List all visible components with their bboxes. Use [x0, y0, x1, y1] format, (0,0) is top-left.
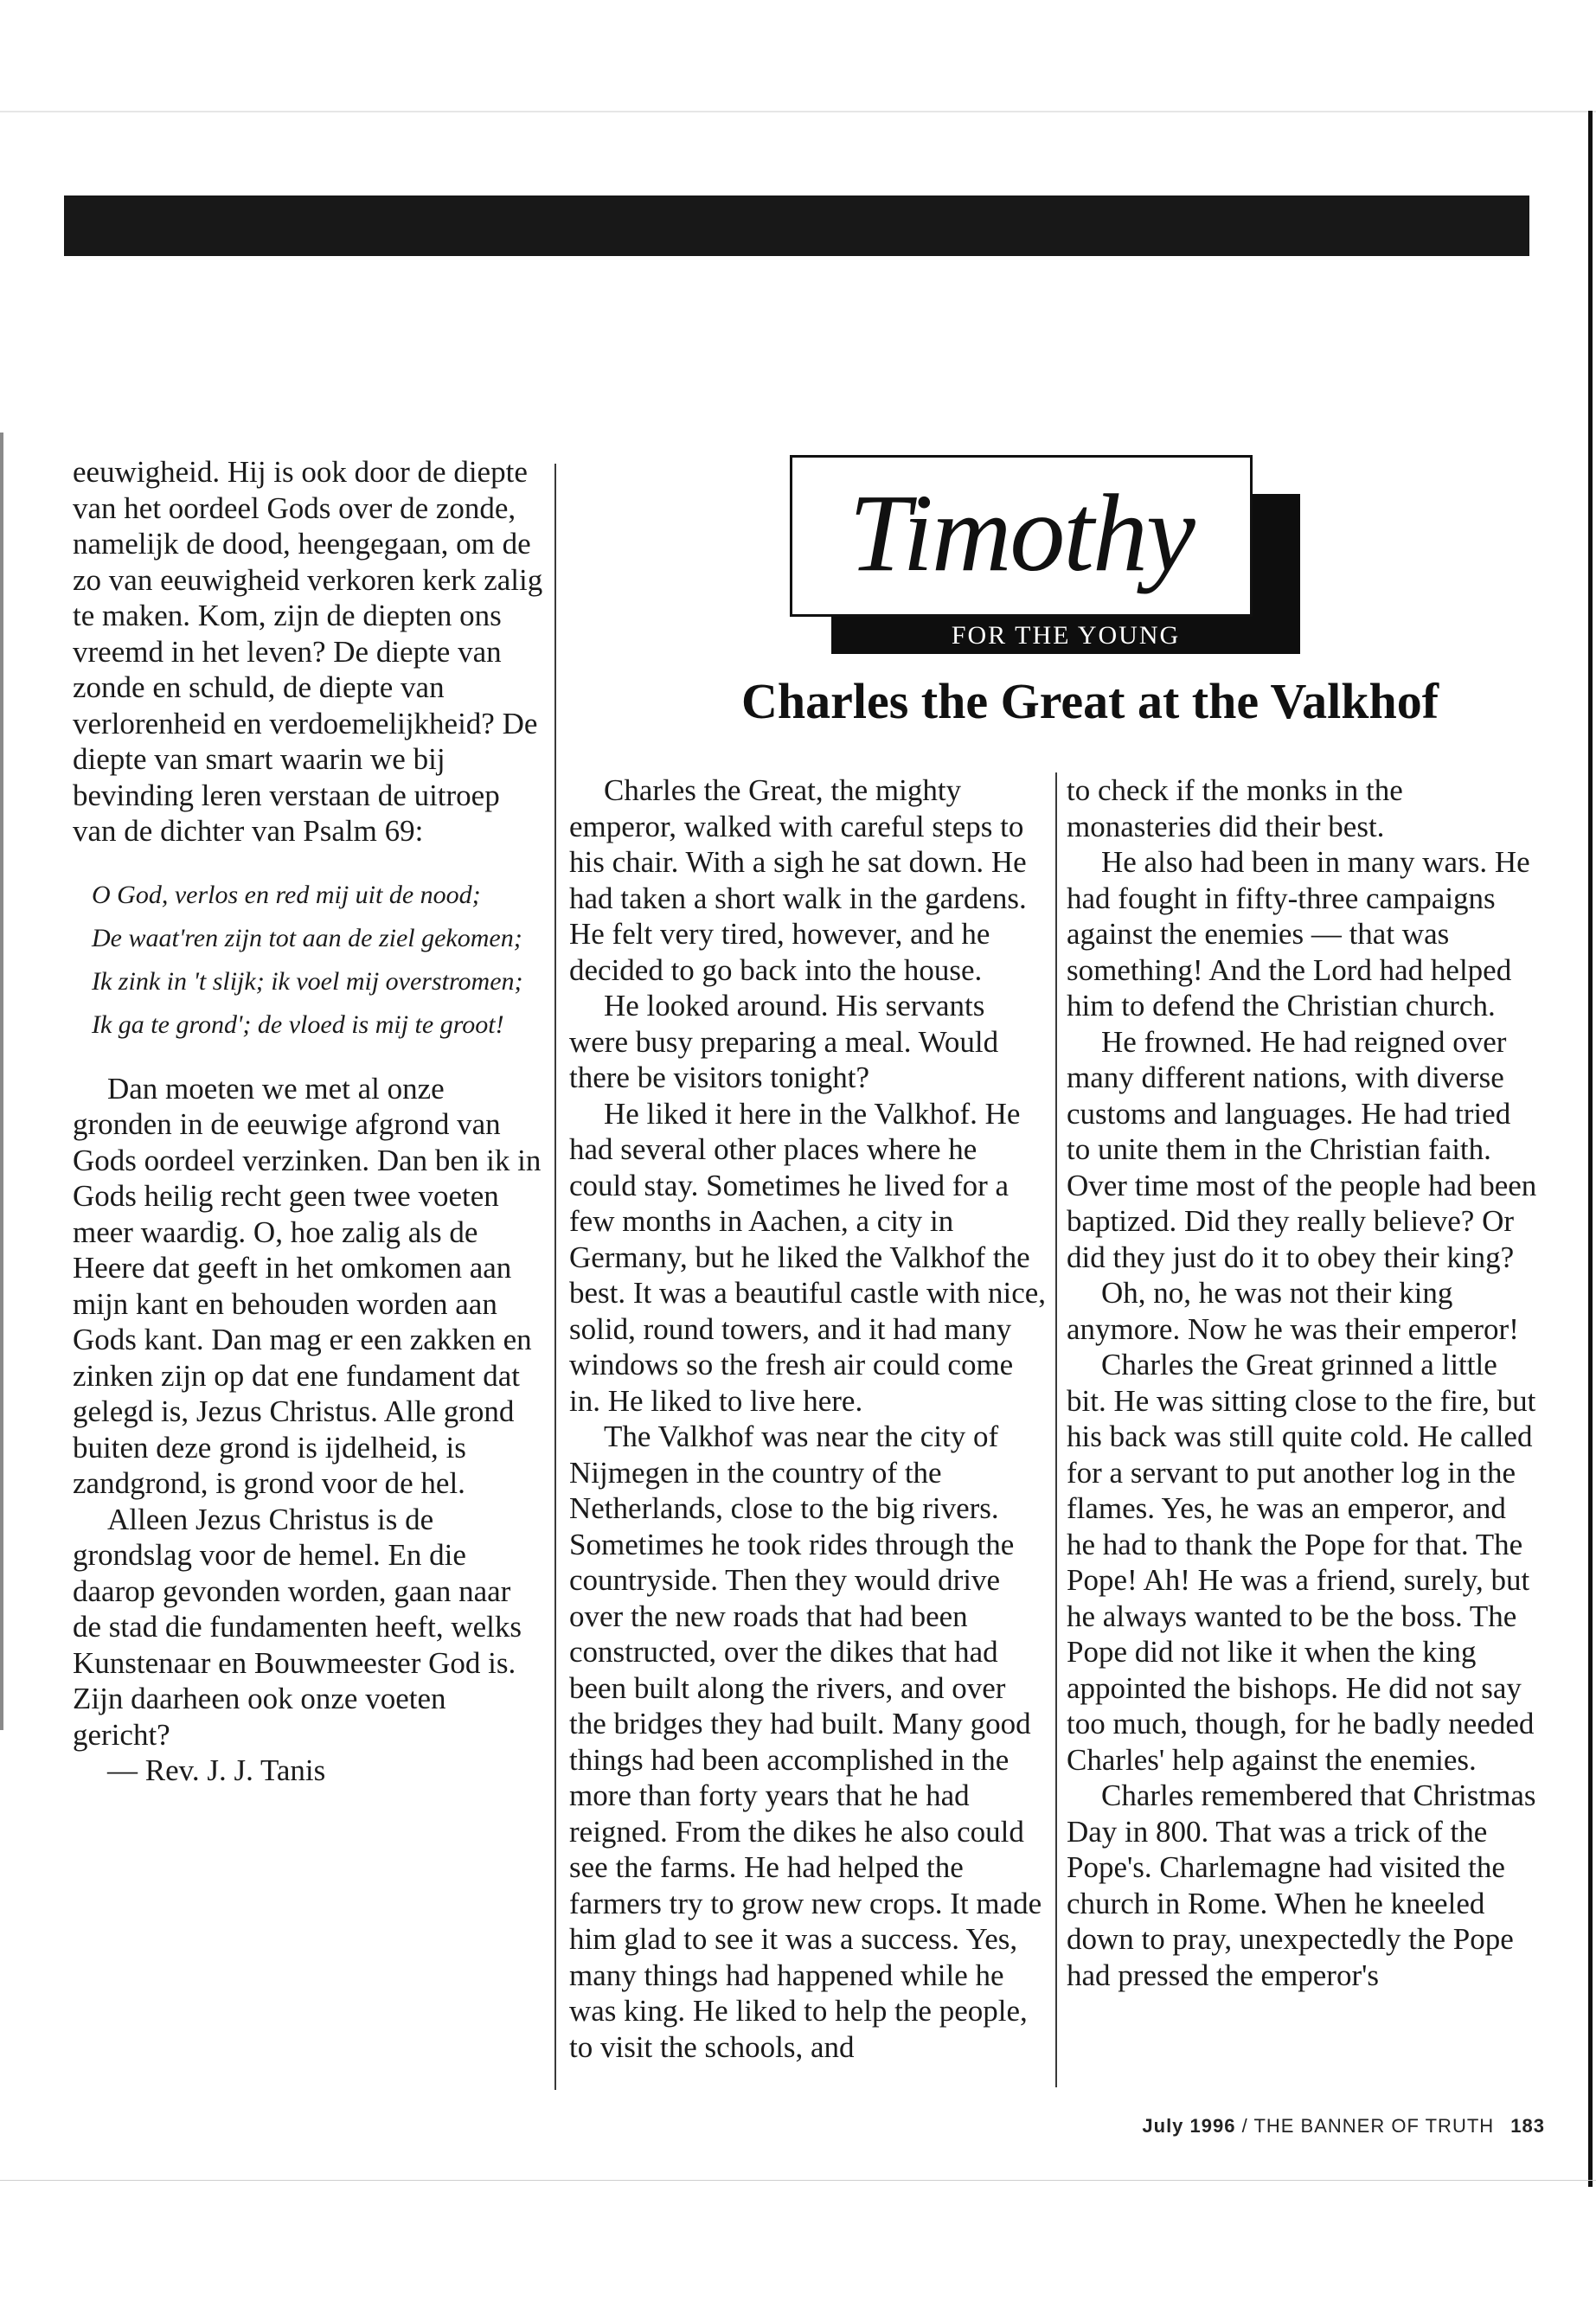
author-signature: — Rev. J. J. Tanis: [107, 1753, 326, 1787]
paragraph: The Valkhof was near the city of Nijmegen in the country of the Netherlands, close to the big rivers. Sometimes he took rides through the countryside. Then they would drive over the new roads that had been constructed, over the dikes that had been built along the rivers, and over the bridges they had built. Many good things had been accomplished in the more than forty years that he had reigned. From the dikes he also could see the farms. He had helped the farmers try to grow new crops. It made him glad to see it was a success. Yes, many things had happened while he was king. He liked to help the people, to visit the schools, and: [569, 1420, 1042, 2064]
paragraph: He frowned. He had reigned over many different nations, with diverse customs and languages. He had tried to unite them in the Christian faith. Over time most of the people had been baptized. Did they really believe? Or did they just do it to obey their king?: [1067, 1024, 1537, 1274]
paragraph: Charles remembered that Christmas Day in 800. That was a trick of the Pope's. Charlemagne had visited the church in Rome. When he kneeled down to pray, unexpectedly the Pope had pressed the emperor's: [1067, 1779, 1536, 1992]
paragraph: He looked around. His servants were busy preparing a meal. Would there be visitors tonight?: [569, 989, 999, 1094]
column-divider: [1055, 772, 1057, 2087]
column-story-2: [1067, 772, 1538, 1993]
paragraph: Charles the Great, the mighty emperor, walked with careful steps to his chair. With a sigh he sat down. He had taken a short walk in the gardens. He felt very tired, however, and he decided to go back into the house.: [569, 773, 1027, 987]
scan-edge: [0, 433, 3, 1730]
page-number: 183: [1510, 2115, 1545, 2137]
issue-date: July 1996: [1142, 2115, 1236, 2137]
masthead-subtitle: FOR THE YOUNG: [951, 621, 1181, 650]
footer-separator: /: [1241, 2115, 1248, 2137]
bottom-rule: [0, 2180, 1596, 2181]
column-divider: [554, 464, 556, 2090]
verse-line: Ik ga te grond'; de vloed is mij te groot!: [92, 1009, 504, 1039]
paragraph: Alleen Jezus Christus is de grondslag voor de hemel. En die daarop gevonden worden, gaan naar de stad die fundamenten heeft, welks Kunstenaar en Bouwmeester God is. Zijn daarheen ook onze voeten gericht?: [73, 1502, 522, 1752]
paragraph: Dan moeten we met al onze gronden in de eeuwige afgrond van Gods oordeel verzinken. Dan ben ik in Gods heilig recht geen twee voeten meer waardig. O, hoe zalig als de Heere dat geeft in het omkomen aan mijn kant en behouden worden aan Gods kant. Dan mag er een zakken en zinken zijn op dat ene fundament dat gelegd is, Jezus Christus. Alle grond buiten deze grond is ijdelheid, is zandgrond, is grond voor de hel.: [73, 1071, 542, 1500]
column-story-1: [569, 772, 1049, 2065]
top-rule: [0, 111, 1596, 112]
verse-line: O God, verlos en red mij uit de nood;: [92, 880, 481, 909]
paragraph: eeuwigheid. Hij is ook door de diepte van het oordeel Gods over de zonde, namelijk de dood, heengegaan, om de zo van eeuwigheid verkoren kerk zalig te maken. Kom, zijn de diepten ons vreemd in het leven? De diepte van zonde en schuld, de diepte van verlorenheid en verdoemelijkheid? De diepte van smart waarin we bij bevinding leren verstaan de uitroep van de dichter van Psalm 69:: [73, 455, 543, 848]
paragraph: to check if the monks in the monasteries did their best.: [1067, 773, 1403, 843]
page-edge-shadow: [1588, 111, 1593, 2187]
masthead-title: Timothy: [849, 471, 1194, 594]
verse-line: Ik zink in 't slijk; ik voel mij overstromen;: [92, 966, 523, 996]
article-headline: Charles the Great at the Valkhof: [740, 673, 1439, 729]
header-bar: [64, 195, 1529, 256]
page-footer: [995, 2115, 1545, 2138]
paragraph: Charles the Great grinned a little bit. He was sitting close to the fire, but his back was still quite cold. He called for a servant to put another log in the flames. Yes, he was an emperor, and he had to thank the Pope for that. The Pope! Ah! He was a friend, surely, but he always wanted to be the boss. The Pope did not like it when the king appointed the bishops. He did not say too much, though, for he badly needed Charles' help against the enemies.: [1067, 1348, 1536, 1777]
column-dutch-text: [73, 454, 544, 1789]
psalm-verse: [92, 874, 544, 1047]
timothy-masthead: [790, 455, 1300, 654]
paragraph: He liked it here in the Valkhof. He had several other places where he could stay. Sometimes he lived for a few months in Aachen, a city in Germany, but he liked the Valkhof the best. It was a beautiful castle with nice, solid, round towers, and it had many windows so the fresh air could come in. He liked to live here.: [569, 1096, 1047, 1418]
publication-name: THE BANNER OF TRUTH: [1253, 2115, 1495, 2137]
verse-line: De waat'ren zijn tot aan de ziel gekomen;: [92, 923, 522, 952]
paragraph: Oh, no, he was not their king anymore. Now he was their emperor!: [1067, 1276, 1519, 1346]
paragraph: He also had been in many wars. He had fought in fifty-three campaigns against the enemies — that was something! And the Lord had helped him to defend the Christian church.: [1067, 845, 1530, 1022]
